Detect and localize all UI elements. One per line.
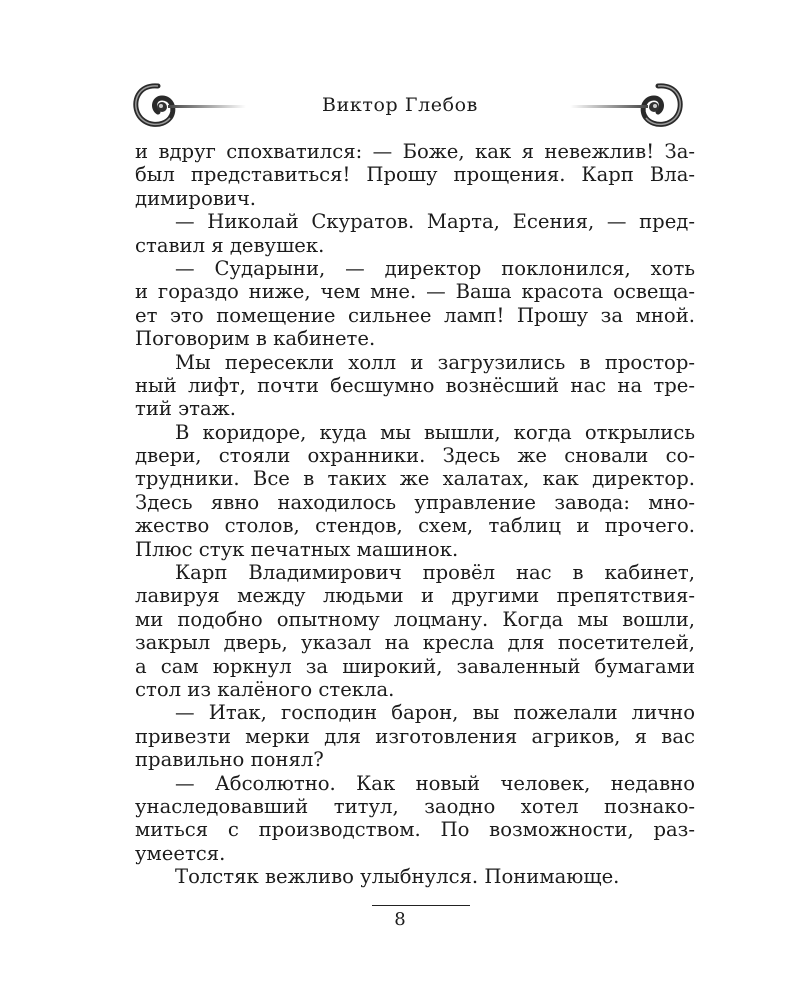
text-line: двери, стояли охранники. Здесь же сновали со- bbox=[135, 444, 695, 468]
author-name: Виктор Глебов bbox=[322, 94, 478, 116]
text-line: В коридоре, куда мы вышли, когда открылись bbox=[175, 420, 695, 444]
text-line: Здесь явно находилось управление завода: мно- bbox=[135, 490, 695, 514]
text-line: стол из калёного стекла. bbox=[135, 677, 395, 701]
text-line: — Абсолютно. Как новый человек, недавно bbox=[175, 771, 695, 795]
text-line: унаследовавший титул, заодно хотел познако- bbox=[135, 794, 695, 818]
footer-rule bbox=[372, 905, 470, 906]
text-line: Мы пересекли холл и загрузились в простор- bbox=[175, 350, 695, 374]
text-line: Карп Владимирович провёл нас в кабинет, bbox=[175, 561, 695, 585]
text-line: и вдруг спохватился: — Боже, как я невежлив! За- bbox=[135, 140, 695, 163]
text-line: миться с производством. По возможности, раз- bbox=[135, 818, 695, 842]
text-line: димирович. bbox=[135, 186, 257, 210]
text-line: умеется. bbox=[135, 841, 226, 865]
text-line: ет это помещение сильнее ламп! Прошу за мной. bbox=[135, 303, 695, 327]
text-line: закрыл дверь, указал на кресла для посетителей, bbox=[135, 631, 695, 655]
text-line: правильно понял? bbox=[135, 748, 324, 772]
text-line: — Сударыни, — директор поклонился, хоть bbox=[175, 256, 695, 280]
ornament-swirl-icon bbox=[568, 80, 688, 132]
body-text bbox=[135, 140, 695, 889]
text-line: — Николай Скуратов. Марта, Есения, — пред- bbox=[175, 210, 695, 234]
page-number: 8 bbox=[394, 909, 406, 930]
text-line: лавируя между людьми и другими препятствия- bbox=[135, 584, 695, 608]
text-line: Толстяк вежливо улыбнулся. Понимающе. bbox=[175, 865, 620, 889]
text-line: тий этаж. bbox=[135, 397, 236, 421]
running-header bbox=[0, 80, 800, 132]
text-line: привезти мерки для изготовления агриков, я вас bbox=[135, 724, 695, 748]
text-line: Поговорим в кабинете. bbox=[135, 327, 376, 351]
text-line: жество столов, стендов, схем, таблиц и прочего. bbox=[135, 514, 695, 538]
text-line: ставил я девушек. bbox=[135, 233, 325, 257]
text-line: ный лифт, почти бесшумно вознёсший нас на тре- bbox=[135, 373, 695, 397]
text-line: ми подобно опытному лоцману. Когда мы вошли, bbox=[135, 607, 695, 631]
text-line: был представиться! Прошу прощения. Карп Вла- bbox=[135, 163, 695, 187]
text-line: Плюс стук печатных машинок. bbox=[135, 537, 459, 561]
text-line: трудники. Все в таких же халатах, как директор. bbox=[135, 467, 695, 491]
text-line: а сам юркнул за широкий, заваленный бумагами bbox=[135, 654, 695, 678]
text-line: и гораздо ниже, чем мне. — Ваша красота освеща- bbox=[135, 280, 695, 304]
text-line: — Итак, господин барон, вы пожелали лично bbox=[175, 701, 695, 725]
